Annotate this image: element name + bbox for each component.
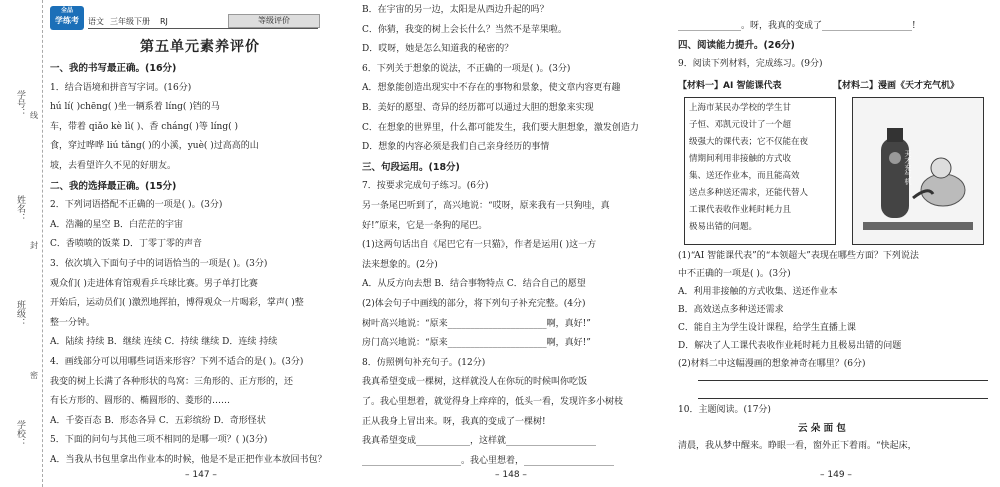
text-line: 9．阅读下列材料，完成练习。(9分) [678, 59, 823, 69]
text-line: 树叶高兴地说：“原来______________________啊，真好!” [362, 318, 591, 329]
text-line: C．能自主为学生设计课程，给学生直播上课 [678, 323, 856, 333]
text-line: 我变的树上长满了各种形状的鸟窝：三角形的、正方形的，还 [50, 376, 294, 387]
text-line: 1．结合语境和拼音写字词。(16分) [50, 82, 192, 93]
text-line: 5．下面的问句与其他三项不相同的是哪一项？( )(3分) [50, 435, 268, 446]
material-two-label: 【材料二】漫画《天才充气机》 [833, 81, 960, 91]
text-line: 另一条尾巴听到了，高兴地说：“哎呀，原来我有一只狗哇，真 [362, 201, 610, 211]
section-heading: 三、句段运用。(18分) [362, 161, 460, 173]
page-number-149: – 149 – [820, 470, 852, 480]
binding-label-school: 学校： [15, 420, 25, 447]
text-line: A．千姿百态 B．形态各异 C．五彩缤纷 D．奇形怪状 [50, 415, 266, 426]
logo-bottom-text: 学练考 [55, 16, 79, 25]
binding-strip [0, 0, 43, 487]
material-one-line: 极易出错的问题。 [689, 222, 758, 232]
text-line: 房门高兴地说：“原来______________________啊，真好!” [362, 338, 591, 349]
comic-illustration [853, 98, 983, 244]
answer-line[interactable] [698, 398, 988, 399]
text-line: A．浩瀚的星空 B．白茫茫的宇宙 [50, 219, 183, 230]
material-one-line: 送点多种送还需求，还能代替人 [689, 188, 809, 198]
text-line: 开始后，运动员们( )激烈地挥拍，博得观众一片喝彩，掌声( )整 [50, 298, 304, 309]
text-line: 我真希望变成____________，这样就____________________ [362, 436, 597, 447]
text-line: (2)材料二中这幅漫画的想象神奇在哪里？(6分) [678, 359, 866, 369]
text-line: 中不正确的一项是( )。(3分) [678, 269, 791, 279]
column-page-148 [362, 0, 662, 487]
text-line: ______________。呀，我真的变成了____________________! [678, 21, 916, 31]
text-line: A．当我从书包里拿出作业本的时候，他是不是正把作业本放回书包？ [50, 455, 327, 465]
material-one-box [684, 97, 836, 245]
section-heading: 四、阅读能力提升。(26分) [678, 40, 795, 51]
question-10: 10．主题阅读。(17分) [678, 405, 771, 415]
page-title: 第五单元素养评价 [140, 39, 260, 55]
text-line: 食，穿过哗哗 liú tǎng( )的小溪，yuè( )过高高的山 [50, 141, 259, 152]
text-line: 8．仿照例句补充句子。(12分) [362, 357, 486, 368]
binding-label-class: 班级： [15, 300, 25, 327]
text-line: hú lí( )chēng( )坐一辆系着 líng( )铛的马 [50, 102, 220, 113]
text-line: C．香喷喷的饭菜 D．丁零丁零的声音 [50, 239, 202, 250]
text-line: (1)这两句话出自《尾巴它有一只猫》，作者是运用( )这一方 [362, 240, 597, 251]
comic-label: 天才充气机 [904, 150, 912, 185]
text-line: 2．下列词语搭配不正确的一项是( )。(3分) [50, 200, 223, 211]
text-line: D．哎呀，她是怎么知道我的秘密的？ [362, 44, 514, 55]
header-grade: 三年级下册 [110, 17, 150, 26]
text-line: 法来想象的。(2分) [362, 259, 438, 270]
text-line: ______________________。我心里想着，____________________ [362, 455, 615, 466]
text-line: D．想象的内容必须是我们自己亲身经历的事情 [362, 142, 550, 153]
text-line: 观众们( )走进体育馆观看乒乓球比赛。男子单打比赛 [50, 278, 258, 289]
column-page-147 [50, 0, 340, 487]
grade-badge: 等级评价 [228, 14, 320, 28]
material-one-line: 工课代表收作业耗时耗力且 [689, 205, 792, 215]
text-line: A．想象能创造出现实中不存在的事物和景象，使文章内容更有趣 [362, 83, 621, 94]
material-one-line: 子恒、邓凯元设计了一个超 [689, 120, 792, 130]
text-line: 了。我心里想着，就觉得身上痒痒的，低头一看，发现许多小树枝 [362, 397, 624, 407]
text-line: (2)体会句子中画线的部分，将下列句子补充完整。(4分) [362, 299, 586, 309]
text-line: 4．画线部分可以用哪些词语来形容？下列不适合的是( )。(3分) [50, 357, 304, 367]
text-line: 有长方形的、圆形的、椭圆形的、菱形的…… [50, 396, 231, 407]
column-page-149 [678, 0, 996, 487]
binding-label-number: 学号： [15, 90, 25, 117]
section-heading: 一、我的书写最正确。(16分) [50, 63, 177, 74]
text-line: A．陆续 持续 B．继续 连续 C．持续 继续 D．连续 持续 [50, 337, 278, 348]
material-one-line: 级强大的课代表；它不仅能在夜 [689, 137, 809, 147]
comic-image [852, 97, 984, 245]
text-line: A．利用非接触的方式收集、送还作业本 [678, 287, 838, 297]
logo-top-text: 全品 [60, 7, 73, 14]
binding-label-name: 姓名： [15, 195, 25, 222]
material-one-line: 集、送还作业本，而且能高效 [689, 171, 800, 181]
material-one-line: 情期间利用非接触的方式收 [689, 154, 792, 164]
text-line: 6．下列关于想象的说法，不正确的一项是( )。(3分) [362, 63, 571, 74]
text-line: 我真希望变成一棵树，这样就没人在你玩的时候叫你吃饭 [362, 377, 588, 388]
text-line: 好!”原来，它是一条狗的尾巴。 [362, 220, 488, 231]
text-line: 7．按要求完成句子练习。(6分) [362, 181, 489, 192]
text-line: B．高效送点多种送还需求 [678, 305, 784, 315]
page-number-148: – 148 – [495, 470, 527, 480]
text-line: 车，带着 qiǎo kè lì( )、香 cháng( )等 líng( ) [50, 121, 238, 132]
material-one-line: 上海市某民办学校的学生甘 [689, 103, 792, 113]
text-line: A．从反方向去想 B．结合事物特点 C．结合自己的愿望 [362, 279, 586, 290]
text-line: (1)“AI 智能课代表”的“本领超大”表现在哪些方面？下列说法 [678, 251, 919, 261]
text-line: C．在想象的世界里，什么都可能发生，我们要大胆想象，激发创造力 [362, 122, 639, 133]
text-line: B．在宇宙的另一边，太阳是从西边升起的吗？ [362, 5, 549, 15]
text-line: B．美好的愿望、奇异的经历都可以通过大胆的想象来实现 [362, 103, 594, 113]
answer-line[interactable] [698, 380, 988, 381]
material-one-label: 【材料一】AI 智能课代表 [678, 81, 782, 91]
story-text: 清晨，我从梦中醒来。睁眼一看，窗外正下着雨。“快起床， [678, 441, 917, 451]
header-edition: RJ [160, 17, 168, 26]
story-title: 云 朵 面 包 [798, 423, 846, 434]
header-subject: 语文 [88, 17, 104, 26]
text-line: 坡，去看望许久不见的好朋友。 [50, 161, 177, 171]
page-number-147: – 147 – [185, 470, 217, 480]
text-line: C．你猜，我变的树上会长什么？当然不是苹果啦。 [362, 24, 567, 35]
text-line: 正从我身上冒出来。呀，我真的变成了一棵树! [362, 416, 546, 427]
section-heading: 二、我的选择最正确。(15分) [50, 180, 177, 192]
binding-mark-secret: 密 [30, 371, 38, 380]
text-line: 3．依次填入下面句子中的词语恰当的一项是( )。(3分) [50, 259, 268, 269]
text-line: 整一分钟。 [50, 317, 96, 328]
binding-mark-line: 线 [30, 111, 38, 120]
binding-mark-seal: 封 [30, 241, 38, 250]
text-line: D．解决了人工课代表收作业耗时耗力且极易出错的问题 [678, 341, 902, 351]
